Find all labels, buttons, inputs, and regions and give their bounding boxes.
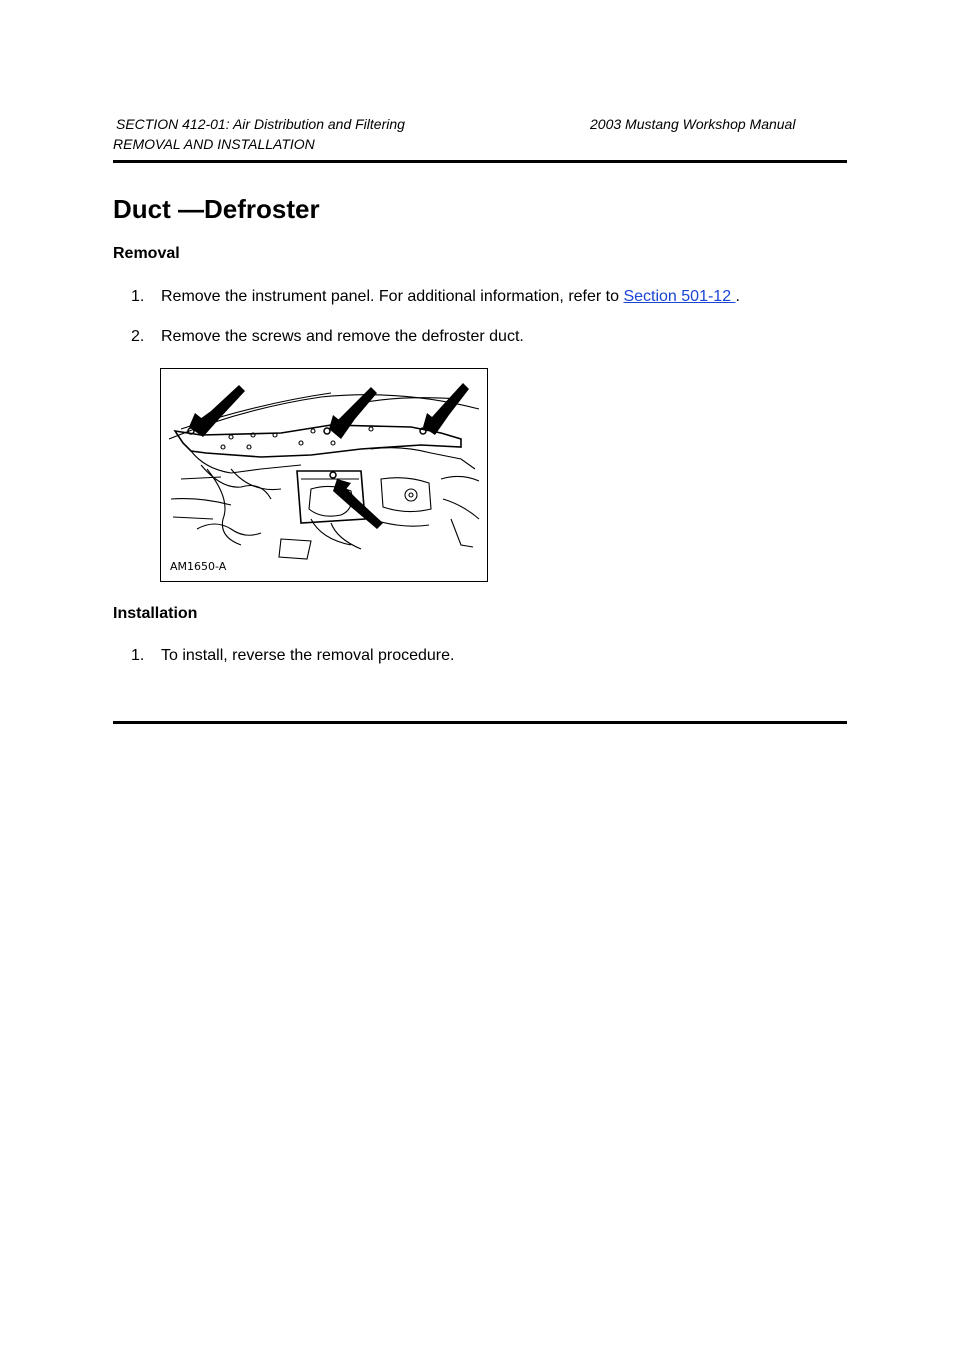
- page-title: Duct —Defroster: [113, 194, 320, 224]
- header-section-title: SECTION 412-01: Air Distribution and Filtering: [116, 116, 405, 132]
- step-text: Remove the screws and remove the defroster duct.: [161, 328, 524, 345]
- step-number: 1.: [131, 647, 145, 664]
- installation-step-1: [131, 647, 454, 665]
- step-text: To install, reverse the removal procedure.: [161, 647, 455, 664]
- step-text: Remove the instrument panel. For additional information, refer to: [161, 288, 624, 305]
- step-number: 2.: [131, 328, 145, 345]
- removal-heading: Removal: [113, 245, 180, 262]
- figure-label: AM1650-A: [170, 560, 227, 573]
- header-subtitle: REMOVAL AND INSTALLATION: [113, 136, 315, 152]
- defroster-duct-figure: [160, 368, 488, 582]
- duct-illustration: [161, 369, 487, 581]
- removal-step-1: [131, 288, 740, 306]
- removal-step-2: [131, 328, 524, 346]
- section-link[interactable]: Section 501-12: [623, 288, 736, 305]
- callout-arrows: [189, 383, 469, 529]
- footer-rule: [113, 721, 847, 724]
- header-manual-title: 2003 Mustang Workshop Manual: [590, 116, 796, 132]
- step-suffix: .: [735, 288, 740, 305]
- header-rule: [113, 160, 847, 163]
- step-number: 1.: [131, 288, 145, 305]
- installation-heading: Installation: [113, 605, 198, 622]
